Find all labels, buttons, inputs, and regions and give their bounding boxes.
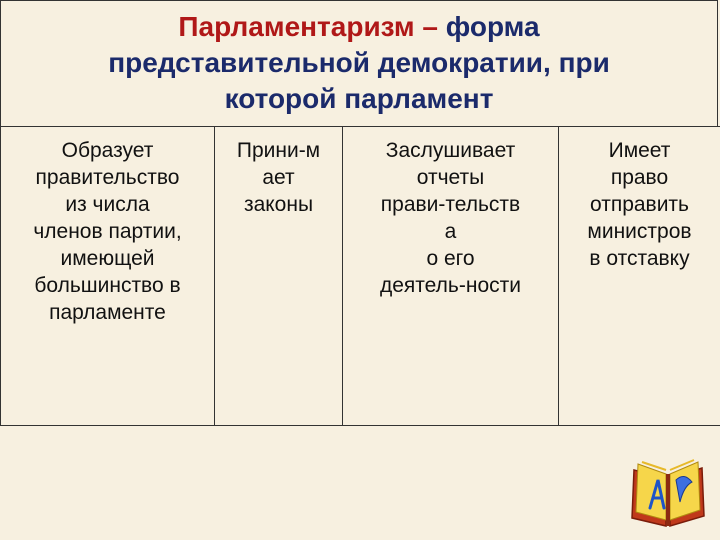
table-cell: Прини-м ает законы — [215, 127, 343, 426]
title-rest: форма — [437, 11, 540, 42]
table-cell: Заслушивает отчеты прави-тельств а о его деятель-ности — [343, 127, 559, 426]
table-row — [1, 127, 720, 426]
slide-title — [0, 0, 718, 126]
title-line-1 — [1, 9, 717, 45]
title-line-2: представительной демократии, при — [108, 47, 610, 78]
title-line-3: которой парламент — [224, 83, 494, 114]
table-cell: Имеет право отправить министров в отставку — [559, 127, 720, 426]
powers-table — [0, 126, 720, 426]
title-term: Парламентаризм – — [178, 11, 438, 42]
table-cell: Образует правительство из числа членов партии, имеющей большинство в парламенте — [1, 127, 215, 426]
open-book-icon — [628, 452, 708, 532]
